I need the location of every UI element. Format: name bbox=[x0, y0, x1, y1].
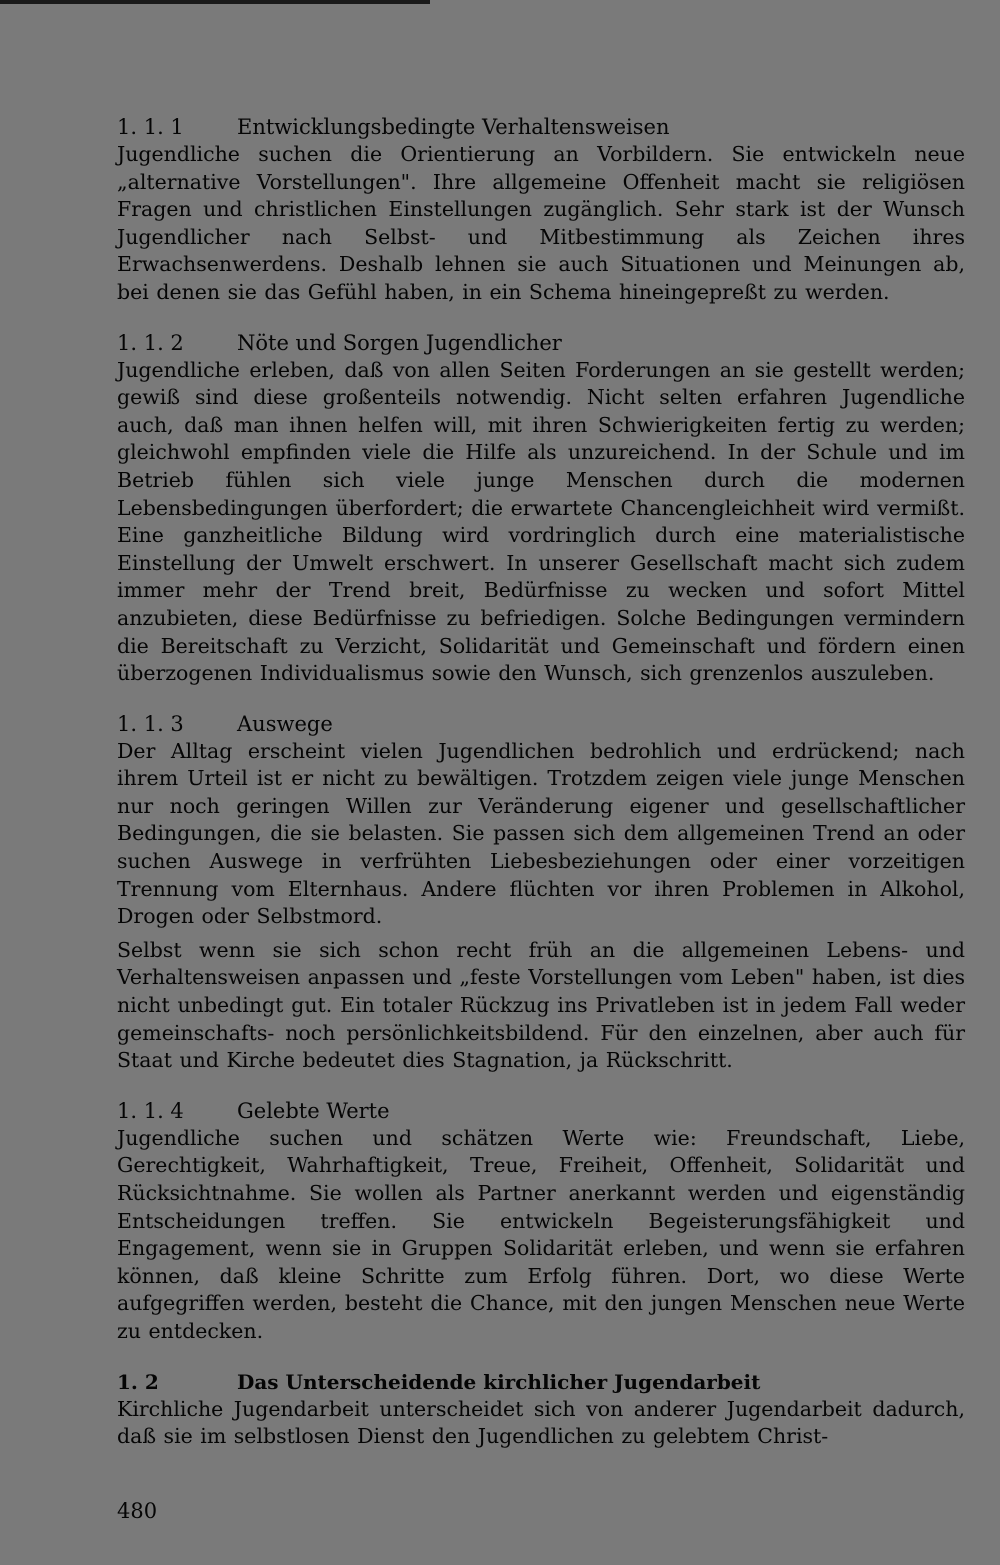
paragraph: Jugendliche erleben, daß von allen Seiten Forderungen an sie gestellt werden; gewiß sind diese großenteils notwendig. Nicht selten erfahren Jugendliche auch, daß man ihnen helfen will, mit ihren Schwierigkeiten fertig zu werden; gleichwohl empfinden viele die Hilfe als unzureichend. In der Schule und im Betrieb fühlen sich viele junge Menschen durch die modernen Lebensbedingungen überfordert; die erwartete Chancengleichheit wird vermißt. Eine ganzheitliche Bildung wird vordringlich durch eine materialistische Einstellung der Umwelt erschwert. In unserer Gesellschaft macht sich zudem immer mehr der Trend breit, Bedürfnisse zu wecken und sofort Mittel anzubieten, diese Bedürfnisse zu befriedigen. Solche Bedingungen vermindern die Bereitschaft zu Verzicht, Solidarität und Gemeinschaft und fördern einen überzogenen Individualismus sowie den Wunsch, sich grenzenlos auszuleben. bbox=[117, 357, 965, 686]
page-number: 480 bbox=[117, 1499, 158, 1523]
chapter-heading bbox=[117, 1368, 965, 1396]
page-body bbox=[117, 113, 965, 1473]
section-number: 1. 1. 3 bbox=[117, 711, 184, 736]
paragraph: Kirchliche Jugendarbeit unterscheidet sich von anderer Jugendarbeit dadurch, daß sie im selbstlosen Dienst den Jugendlichen zu gelebtem Christ- bbox=[117, 1396, 965, 1449]
paragraph: Jugendliche suchen und schätzen Werte wie: Freundschaft, Liebe, Gerechtigkeit, Wahrhaftigkeit, Treue, Freiheit, Offenheit, Solidarität und Rücksichtnahme. Sie wollen als Partner anerkannt werden und eigenständig Entscheidungen treffen. Sie entwickeln Begeisterungsfähigkeit und Engagement, wenn sie in Gruppen Solidarität erleben, und wenn sie erfahren können, daß kleine Schritte zum Erfolg führen. Dort, wo diese Werte aufgegriffen werden, besteht die Chance, mit den jungen Menschen neue Werte zu entdecken. bbox=[117, 1125, 965, 1343]
section-title: Auswege bbox=[237, 711, 333, 736]
section-number: 1. 2 bbox=[117, 1369, 159, 1394]
paragraph: Jugendliche suchen die Orientierung an Vorbildern. Sie entwickeln neue „alternative Vorstellungen". Ihre allgemeine Offenheit macht sie religiösen Fragen und christlichen Einstellungen zugänglich. Sehr stark ist der Wunsch Jugendlicher nach Selbst- und Mitbestimmung als Zeichen ihres Erwachsenwerdens. Deshalb lehnen sie auch Situationen und Meinungen ab, bei denen sie das Gefühl haben, in ein Schema hineingepreßt zu werden. bbox=[117, 142, 965, 304]
section-heading bbox=[117, 329, 965, 357]
section-title: Das Unterscheidende kirchlicher Jugendarbeit bbox=[237, 1369, 761, 1394]
section-heading bbox=[117, 710, 965, 738]
section-heading bbox=[117, 1097, 965, 1125]
section-heading bbox=[117, 113, 965, 141]
paragraph: Selbst wenn sie sich schon recht früh an die allgemeinen Lebens- und Verhaltensweisen anpassen und „feste Vorstellungen vom Leben" haben, ist dies nicht unbedingt gut. Ein totaler Rückzug ins Privatleben ist in jedem Fall weder gemeinschafts- noch persönlichkeitsbildend. Für den einzelnen, aber auch für Staat und Kirche bedeutet dies Stagnation, ja Rückschritt. bbox=[117, 937, 965, 1073]
section-title: Entwicklungsbedingte Verhaltensweisen bbox=[237, 115, 670, 139]
section-title: Nöte und Sorgen Jugendlicher bbox=[237, 330, 562, 355]
section-number: 1. 1. 1 bbox=[117, 115, 184, 139]
top-edge-rule bbox=[0, 0, 430, 4]
paragraph: Der Alltag erscheint vielen Jugendlichen bedrohlich und erdrückend; nach ihrem Urteil ist er nicht zu bewältigen. Trotzdem zeigen viele junge Menschen nur noch geringen Willen zur Veränderung eigener und gesellschaftlicher Bedingungen, die sie belasten. Sie passen sich dem allgemeinen Trend an oder suchen Auswege in verfrühten Liebesbeziehungen oder einer vorzeitigen Trennung vom Elternhaus. Andere flüchten vor ihren Problemen in Alkohol, Drogen oder Selbstmord. bbox=[117, 738, 965, 929]
section-1-1-3 bbox=[117, 710, 965, 1075]
section-title: Gelebte Werte bbox=[237, 1098, 390, 1123]
section-number: 1. 1. 2 bbox=[117, 330, 184, 355]
section-number: 1. 1. 4 bbox=[117, 1098, 184, 1123]
section-1-2 bbox=[117, 1368, 965, 1451]
section-1-1-4 bbox=[117, 1097, 965, 1346]
section-1-1-1 bbox=[117, 113, 965, 307]
section-1-1-2 bbox=[117, 329, 965, 688]
